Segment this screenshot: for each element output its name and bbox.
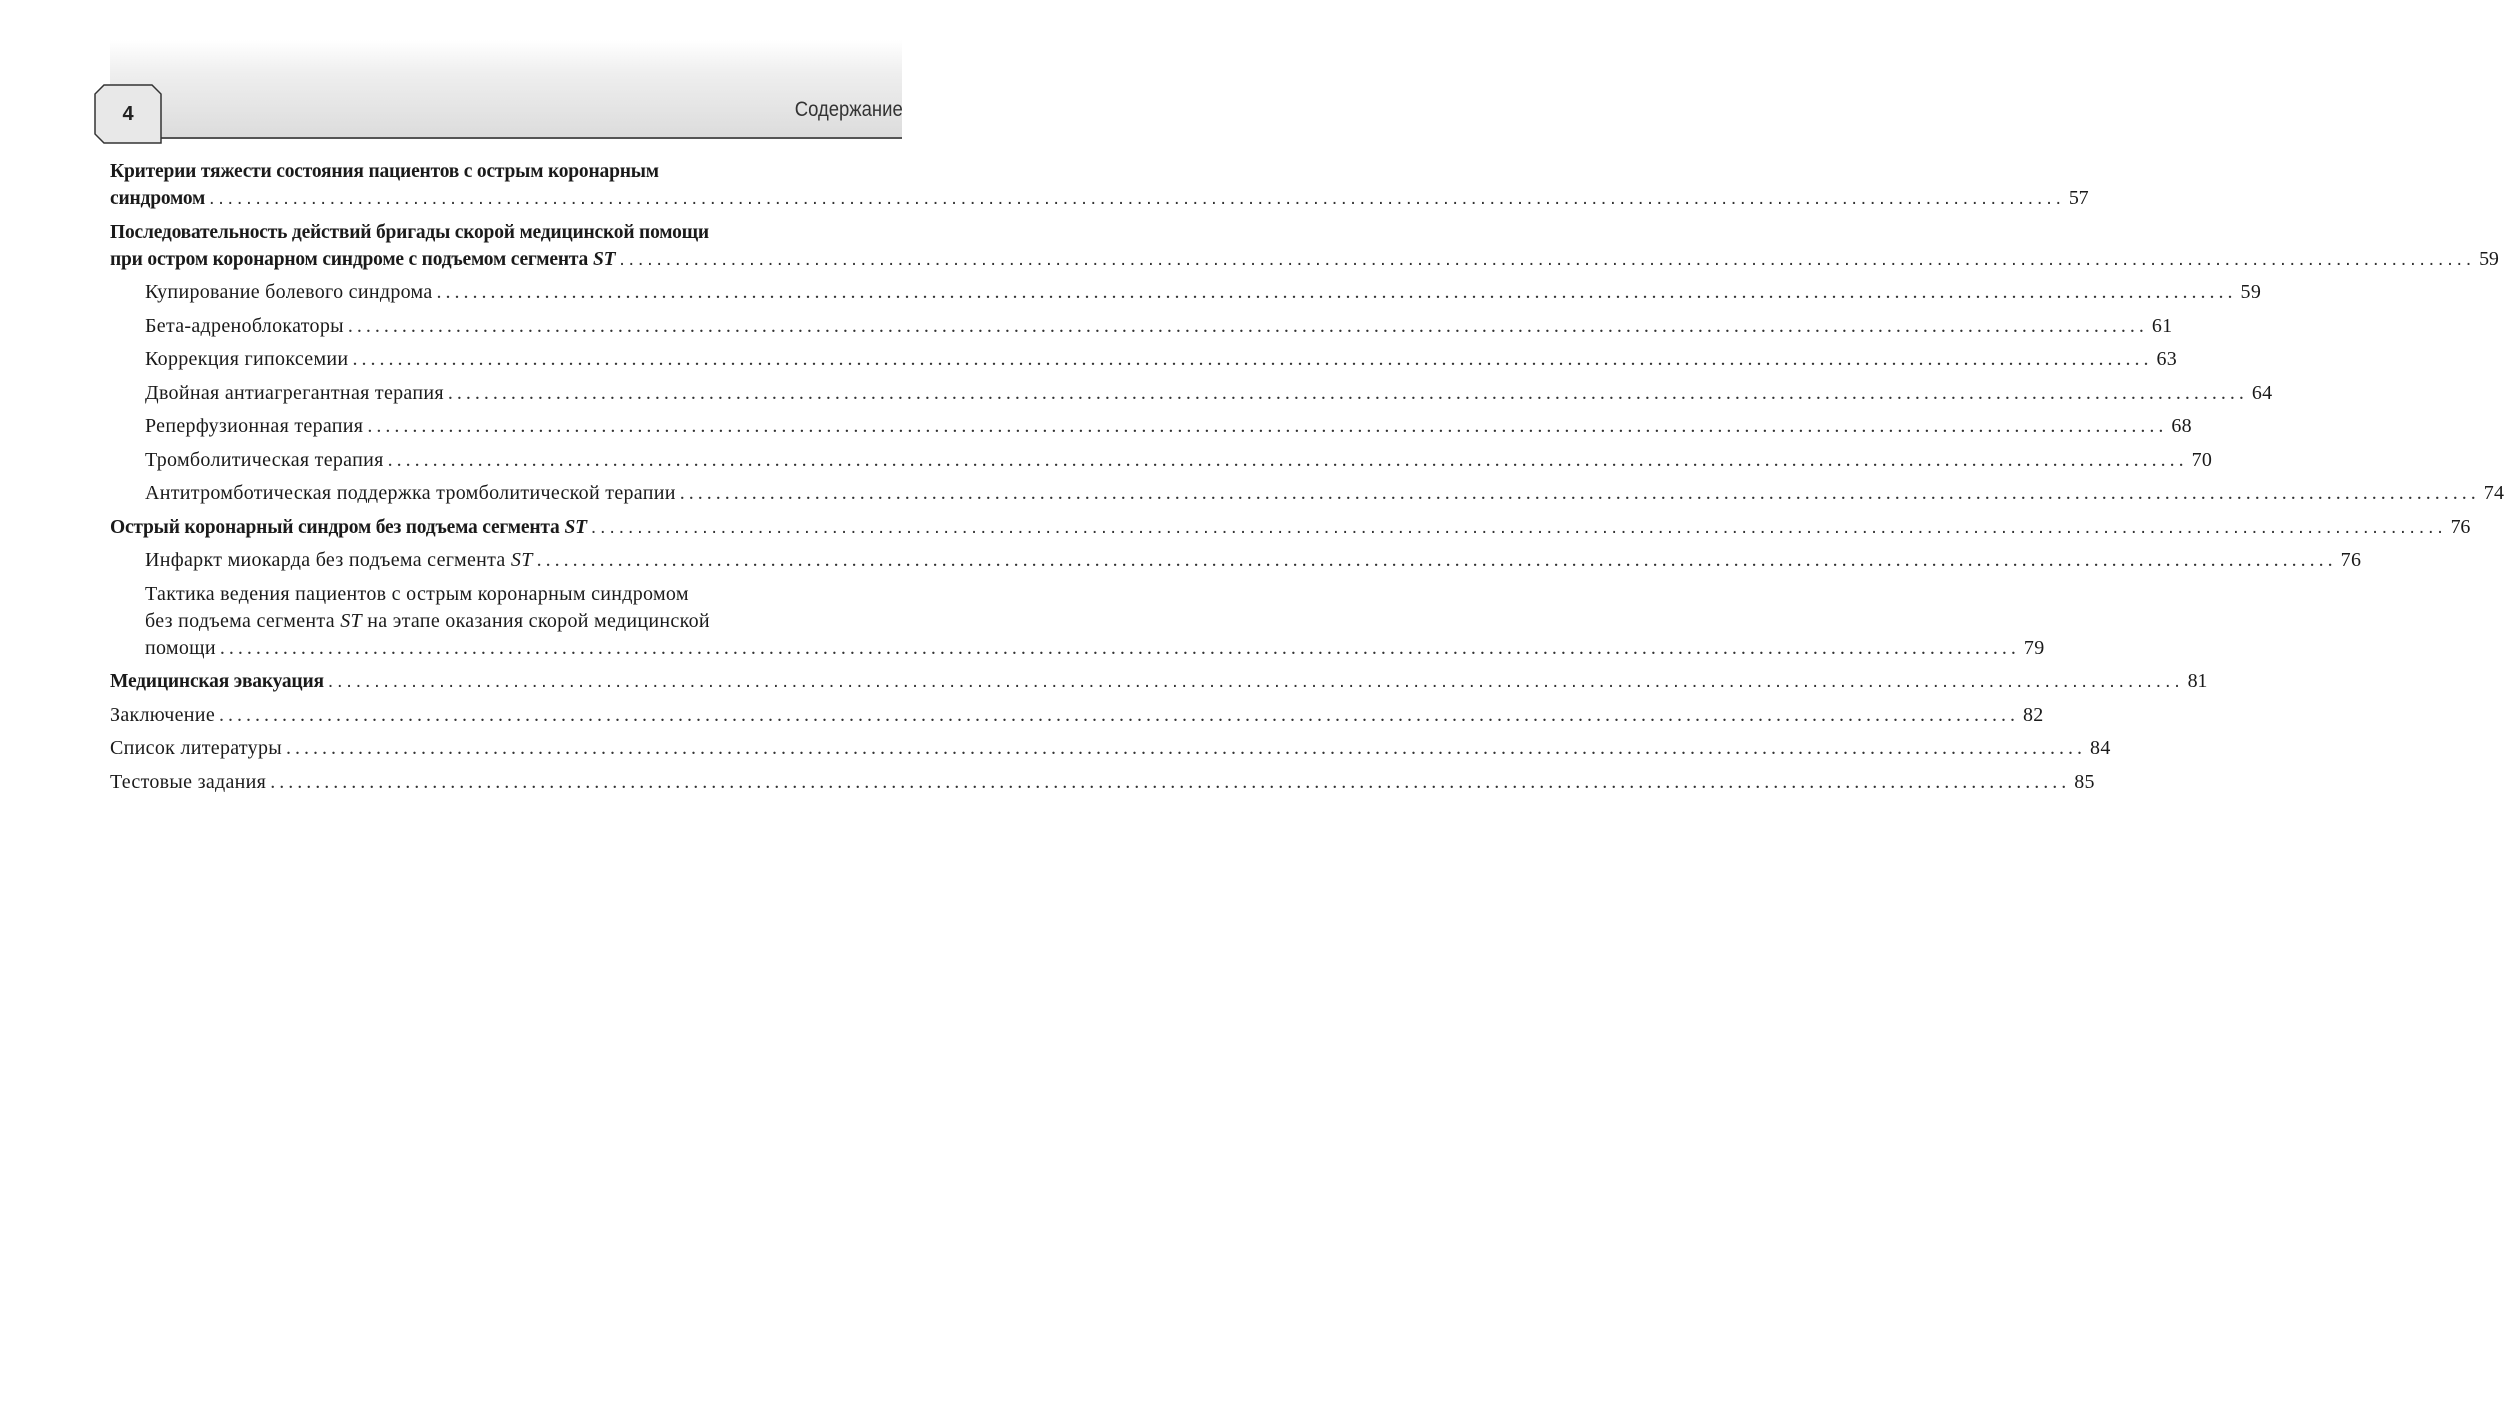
toc-entry-text: Тактика ведения пациентов с острым коронарным синдромом [145, 582, 689, 605]
toc-entry-text: Заключение [110, 703, 215, 726]
toc-entry-pain[interactable] [110, 279, 2262, 306]
toc-st-label: ST [340, 609, 362, 632]
toc-entry-nstemi-acs[interactable] [110, 514, 2471, 541]
toc-page-number: 59 [2240, 281, 2262, 303]
toc-page-number: 85 [2074, 770, 2095, 793]
toc-entry-text: Купирование болевого синдрома [145, 281, 433, 303]
toc-leader-dots: ........................................................................................................................................................................................................ [536, 549, 2337, 571]
toc-entry-text: Коррекция гипоксемии [145, 348, 349, 370]
header-band [110, 40, 902, 138]
toc-page-number: 64 [2251, 381, 2273, 404]
toc-page-number: 76 [2340, 549, 2362, 571]
toc-entry-text: Острый коронарный синдром без подъема сегмента [110, 516, 560, 538]
toc-page-number: 74 [2483, 482, 2504, 504]
toc-page-number: 59 [2479, 247, 2499, 270]
toc-entry-criteria[interactable] [110, 158, 2089, 212]
toc-entry-reperfusion[interactable] [110, 413, 2192, 440]
toc-entry-text: на этапе оказания скорой медицинской [367, 609, 710, 632]
toc-entry-text: Список литературы [110, 737, 283, 759]
toc-entry-thrombolysis[interactable] [110, 447, 2213, 474]
toc-entry-text: Двойная антиагрегантная терапия [145, 381, 444, 404]
toc-entry-tactics[interactable] [110, 581, 2045, 662]
toc-leader-dots: ........................................................................................................................................................................................................ [447, 381, 2248, 404]
toc-page-number: 57 [2068, 187, 2089, 209]
page-number: 4 [122, 103, 134, 125]
toc-leader-dots: ........................................................................................................................................................................................................ [286, 737, 2087, 759]
toc-entry-text: помощи [145, 636, 216, 659]
toc-entry-hypoxemia[interactable] [110, 346, 2178, 373]
toc-leader-dots: ........................................................................................................................................................................................................ [590, 516, 2447, 538]
toc-leader-dots: ........................................................................................................................................................................................................ [219, 703, 2019, 726]
toc-leader-dots: ........................................................................................................................................................................................................ [270, 770, 2071, 793]
section-title: Содержание [794, 98, 903, 121]
toc-leader-dots: ........................................................................................................................................................................................................ [619, 248, 2476, 270]
toc-leader-dots: ........................................................................................................................................................................................................ [387, 448, 2188, 471]
toc-page-number: 61 [2151, 314, 2173, 337]
toc-entry-text: Медицинская эвакуация [110, 671, 324, 692]
toc-leader-dots: ........................................................................................................................................................................................................ [219, 636, 2020, 659]
toc-page-number: 70 [2191, 448, 2213, 471]
toc-entry-text: Тромболитическая терапия [145, 448, 384, 471]
toc-entry-references[interactable] [110, 735, 2111, 762]
toc-leader-dots: ........................................................................................................................................................................................................ [679, 482, 2480, 504]
toc-leader-dots: ........................................................................................................................................................................................................ [347, 314, 2148, 337]
toc-page-number: 82 [2023, 703, 2044, 726]
toc-page-number: 63 [2156, 348, 2178, 370]
toc-page-number: 79 [2023, 636, 2045, 659]
header-rule [110, 137, 902, 139]
toc-page-number: 76 [2450, 515, 2471, 538]
toc-entry-text: без подъема сегмента [145, 609, 335, 632]
toc-leader-dots: ........................................................................................................................................................................................................ [327, 671, 2184, 692]
toc-entry-sequence[interactable] [110, 219, 2499, 273]
toc-page-number: 84 [2090, 737, 2111, 759]
toc-entry-antiplatelet[interactable] [110, 380, 2273, 407]
toc-entry-tests[interactable] [110, 769, 2095, 796]
toc-page-number: 81 [2187, 670, 2208, 692]
toc-entry-text: синдромом [110, 188, 206, 209]
toc-entry-text: Реперфузионная терапия [145, 415, 364, 437]
toc-page-number: 68 [2171, 415, 2192, 437]
page-number-tab [94, 84, 162, 144]
toc-entry-conclusion[interactable] [110, 702, 2044, 729]
toc-leader-dots: ........................................................................................................................................................................................................ [352, 348, 2153, 370]
toc-entry-text: при остром коронарном синдроме с подъемом сегмента [110, 248, 589, 270]
toc-leader-dots: ........................................................................................................................................................................................................ [367, 415, 2168, 437]
toc-st-label: ST [564, 516, 587, 538]
toc-entry-text: Антитромботическая поддержка тромболитической терапии [145, 482, 676, 504]
toc-leader-dots: ........................................................................................................................................................................................................ [209, 188, 2065, 209]
toc-leader-dots: ........................................................................................................................................................................................................ [436, 281, 2237, 303]
toc-entry-evacuation[interactable] [110, 668, 2208, 695]
toc-entry-text: Инфаркт миокарда без подъема сегмента [145, 549, 506, 571]
toc-st-label: ST [593, 248, 616, 270]
toc-entry-text: Последовательность действий бригады скорой медицинской помощи [110, 221, 709, 243]
toc-entry-text: Критерии тяжести состояния пациентов с острым коронарным [110, 161, 659, 182]
toc-entry-antithrombotic[interactable] [110, 480, 2504, 507]
toc-entry-text: Бета-адреноблокаторы [145, 314, 344, 337]
toc-st-label: ST [510, 549, 533, 571]
table-of-contents [110, 158, 2504, 802]
toc-entry-beta[interactable] [110, 313, 2173, 340]
toc-entry-nstemi-mi[interactable] [110, 547, 2362, 574]
toc-entry-text: Тестовые задания [110, 770, 267, 793]
